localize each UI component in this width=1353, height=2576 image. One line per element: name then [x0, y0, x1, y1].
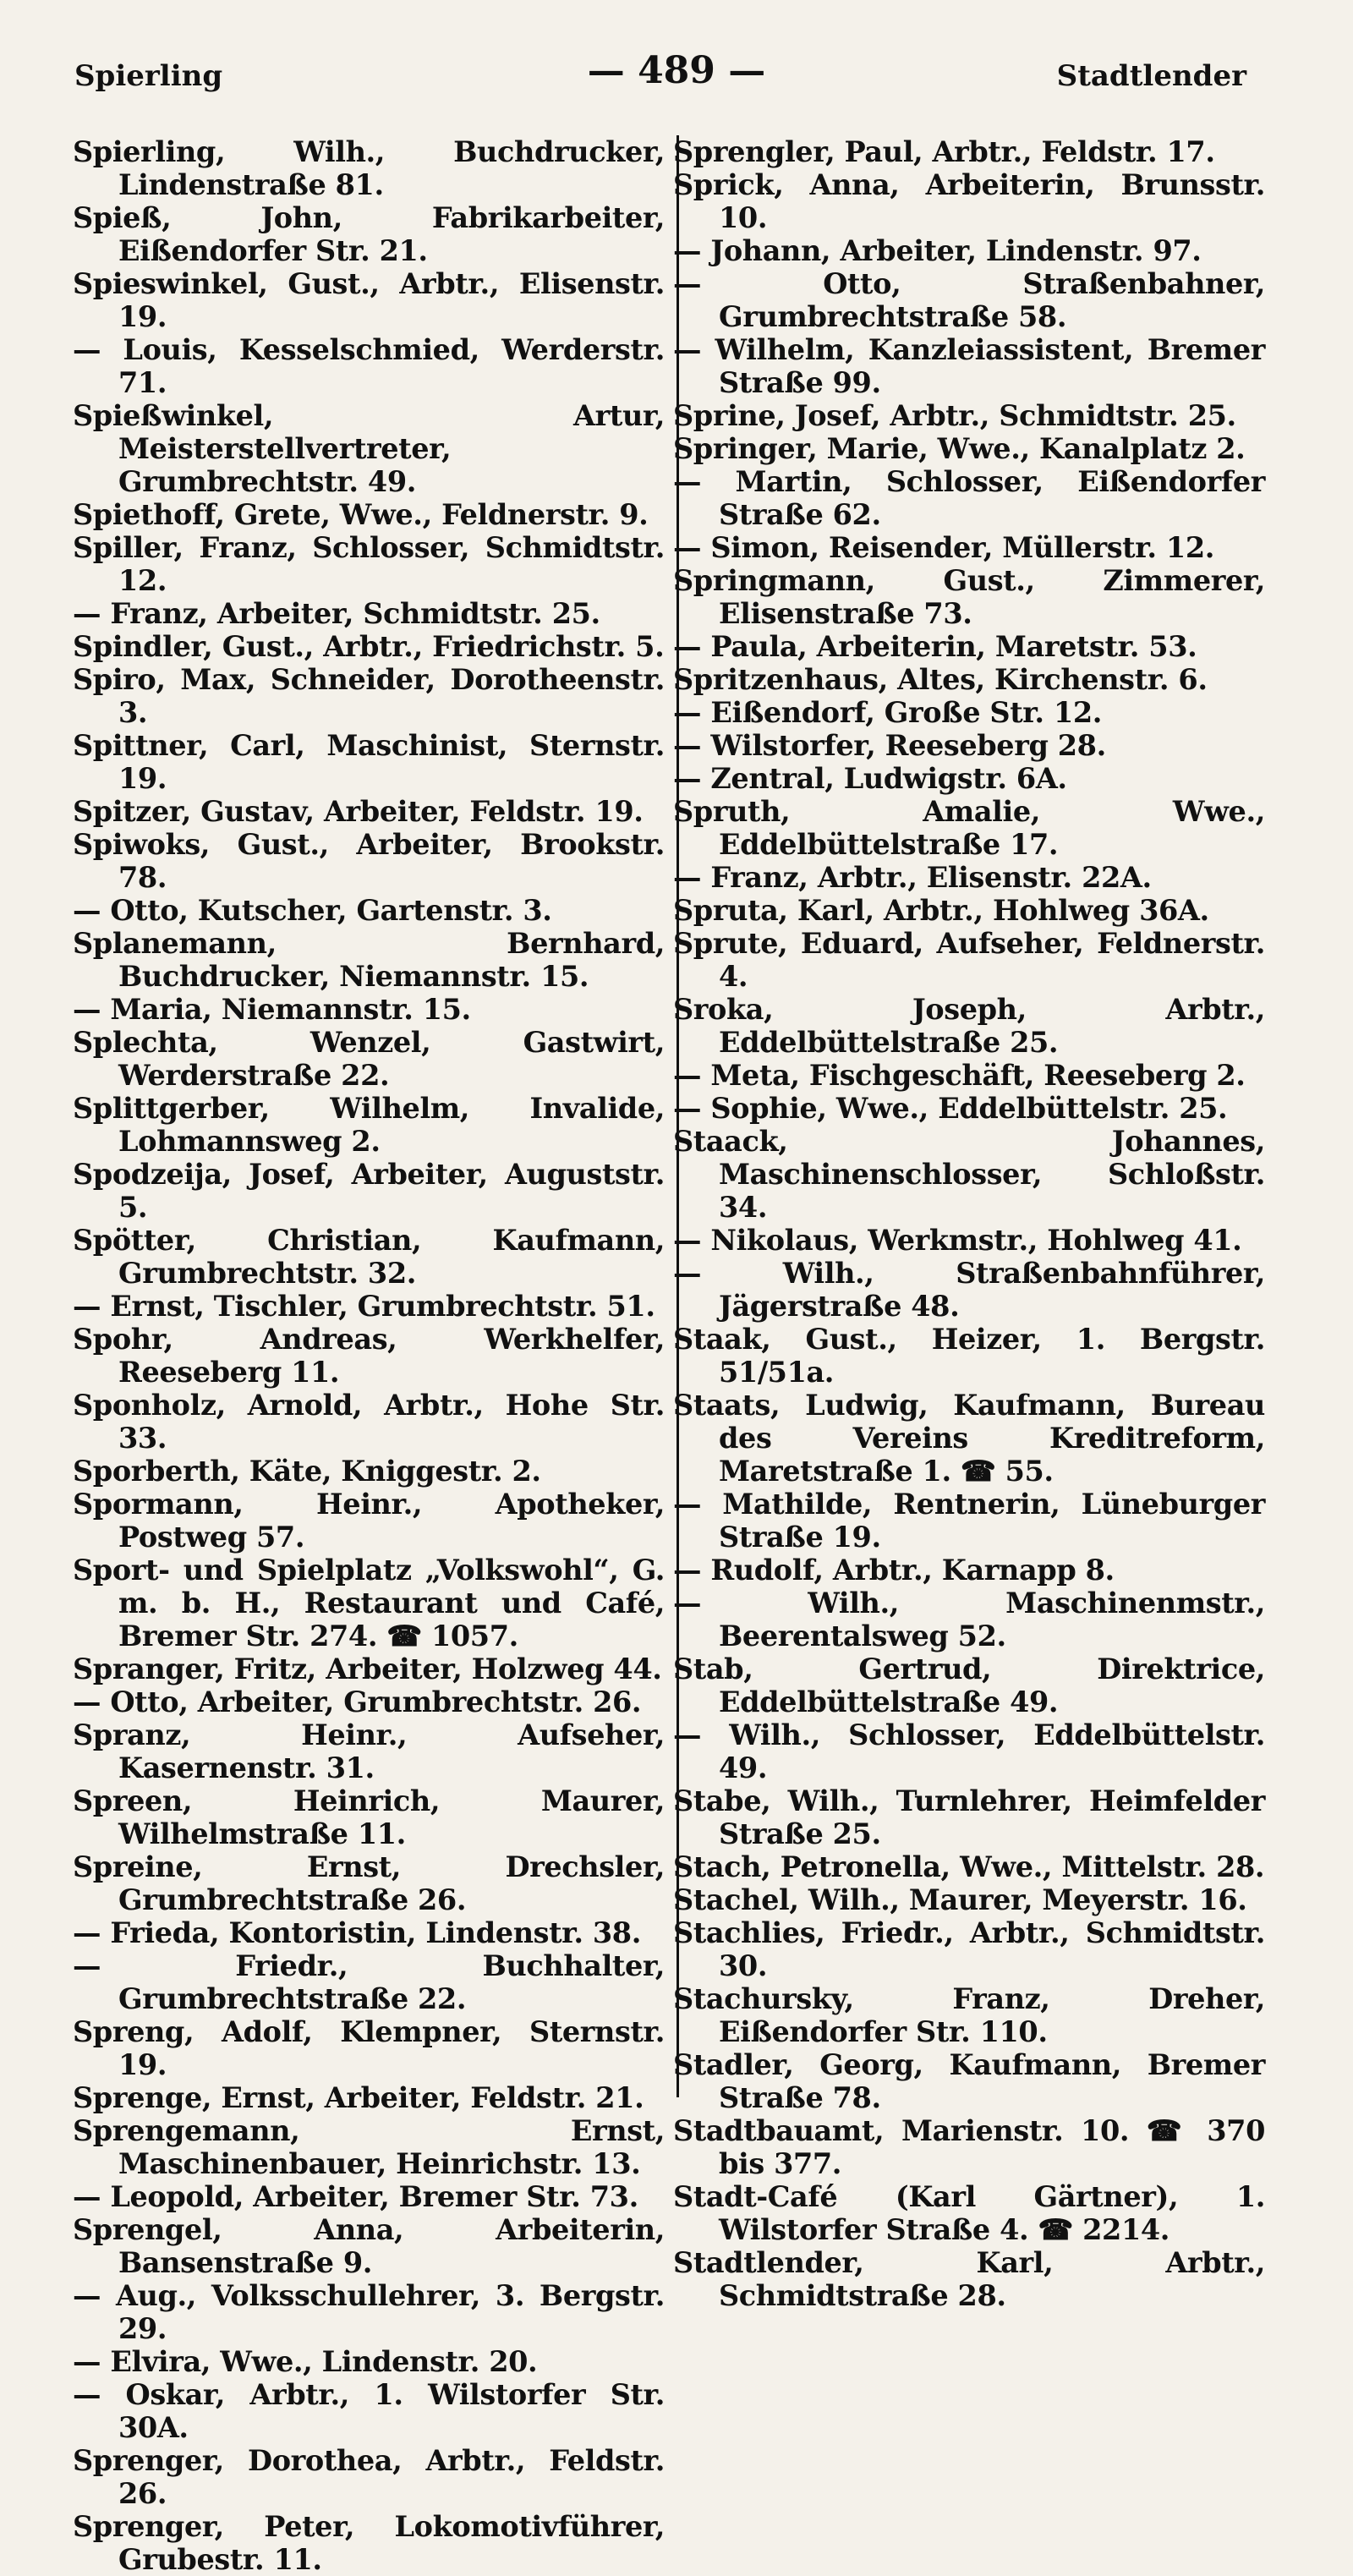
directory-entry: — Meta, Fischgeschäft, Reeseberg 2.	[673, 1059, 1246, 1092]
directory-entry: — Leopold, Arbeiter, Bremer Str. 73.	[73, 2180, 638, 2213]
directory-entry: — Johann, Arbeiter, Lindenstr. 97.	[673, 234, 1202, 267]
directory-entry: — Franz, Arbeiter, Schmidtstr. 25.	[73, 597, 600, 630]
directory-entry: Stachursky, Franz, Dreher, Eißendorfer Str. 110.	[673, 1982, 1265, 2048]
directory-entry: — Friedr., Buchhalter, Grumbrechtstraße 22.	[73, 1949, 665, 2015]
running-head-right: Stadtlender	[1056, 59, 1246, 93]
directory-entry: Sprick, Anna, Arbeiterin, Brunsstr. 10.	[673, 168, 1265, 234]
directory-entry: — Ernst, Tischler, Grumbrechtstr. 51.	[73, 1290, 655, 1323]
directory-entry: Sprenger, Dorothea, Arbtr., Feldstr. 26.	[73, 2444, 665, 2510]
directory-entry: — Mathilde, Rentnerin, Lüneburger Straße 19.	[673, 1488, 1265, 1554]
directory-entry: Spießwinkel, Artur, Meisterstellvertreter, Grumbrechtstr. 49.	[73, 399, 665, 498]
directory-entry: — Wilh., Straßenbahnführer, Jägerstraße 48.	[673, 1257, 1265, 1323]
directory-entry: Stabe, Wilh., Turnlehrer, Heimfelder Straße 25.	[673, 1784, 1265, 1850]
directory-entry: Stadtlender, Karl, Arbtr., Schmidtstraße 28.	[673, 2246, 1265, 2312]
left-column	[73, 135, 665, 2576]
directory-entry: Stab, Gertrud, Direktrice, Eddelbüttelstraße 49.	[673, 1652, 1265, 1718]
directory-entry: Spranz, Heinr., Aufseher, Kasernenstr. 31.	[73, 1718, 665, 1784]
directory-entry: Spitzer, Gustav, Arbeiter, Feldstr. 19.	[73, 795, 644, 828]
directory-entry: Stadler, Georg, Kaufmann, Bremer Straße 78.	[673, 2048, 1265, 2114]
directory-entry: — Nikolaus, Werkmstr., Hohlweg 41.	[673, 1224, 1242, 1257]
directory-entry: Splittgerber, Wilhelm, Invalide, Lohmannsweg 2.	[73, 1092, 665, 1158]
directory-entry: — Wilh., Maschinenmstr., Beerentalsweg 52.	[673, 1587, 1265, 1652]
directory-entry: — Wilh., Schlosser, Eddelbüttelstr. 49.	[673, 1718, 1265, 1784]
directory-entry: — Wilstorfer, Reeseberg 28.	[673, 729, 1106, 762]
directory-entry: Sport- und Spielplatz „Volkswohl“, G. m. b. H., Restaurant und Café, Bremer Str. 274. ☎ 1057.	[73, 1554, 665, 1652]
directory-entry: Sprengel, Anna, Arbeiterin, Bansenstraße 9.	[73, 2213, 665, 2279]
directory-entry: Sprengler, Paul, Arbtr., Feldstr. 17.	[673, 135, 1215, 168]
directory-entry: Sprenger, Peter, Lokomotivführer, Grubestr. 11.	[73, 2510, 665, 2576]
directory-entry: Sprute, Eduard, Aufseher, Feldnerstr. 4.	[673, 927, 1265, 993]
running-head-left: Spierling	[74, 59, 223, 93]
directory-entry: Spieß, John, Fabrikarbeiter, Eißendorfer Str. 21.	[73, 201, 665, 267]
directory-entry: Spiethoff, Grete, Wwe., Feldnerstr. 9.	[73, 498, 649, 531]
directory-entry: — Otto, Kutscher, Gartenstr. 3.	[73, 894, 552, 927]
directory-entry: — Zentral, Ludwigstr. 6A.	[673, 762, 1067, 795]
directory-entry: — Aug., Volksschullehrer, 3. Bergstr. 29.	[73, 2279, 665, 2345]
directory-entry: Spierling, Wilh., Buchdrucker, Lindenstraße 81.	[73, 135, 665, 201]
directory-entry: Springer, Marie, Wwe., Kanalplatz 2.	[673, 432, 1246, 465]
directory-entry: Spindler, Gust., Arbtr., Friedrichstr. 5.	[73, 630, 665, 663]
directory-entry: Sprengemann, Ernst, Maschinenbauer, Heinrichstr. 13.	[73, 2114, 665, 2180]
directory-entry: Staack, Johannes, Maschinenschlosser, Schloßstr. 34.	[673, 1125, 1265, 1224]
directory-entry: Spreen, Heinrich, Maurer, Wilhelmstraße 11.	[73, 1784, 665, 1850]
directory-entry: — Rudolf, Arbtr., Karnapp 8.	[673, 1554, 1115, 1587]
page-number: — 489 —	[587, 49, 766, 92]
directory-entry: Spiro, Max, Schneider, Dorotheenstr. 3.	[73, 663, 665, 729]
directory-entry: — Paula, Arbeiterin, Maretstr. 53.	[673, 630, 1197, 663]
directory-entry: Stachel, Wilh., Maurer, Meyerstr. 16.	[673, 1883, 1247, 1916]
directory-entry: — Martin, Schlosser, Eißendorfer Straße 62.	[673, 465, 1265, 531]
directory-entry: — Louis, Kesselschmied, Werderstr. 71.	[73, 333, 665, 399]
directory-entry: Spohr, Andreas, Werkhelfer, Reeseberg 11.	[73, 1323, 665, 1389]
directory-entry: — Elvira, Wwe., Lindenstr. 20.	[73, 2345, 538, 2378]
directory-entry: — Eißendorf, Große Str. 12.	[673, 696, 1103, 729]
directory-entry: — Oskar, Arbtr., 1. Wilstorfer Str. 30A.	[73, 2378, 665, 2444]
directory-entry: Spruta, Karl, Arbtr., Hohlweg 36A.	[673, 894, 1209, 927]
directory-entry: — Otto, Straßenbahner, Grumbrechtstraße 58.	[673, 267, 1265, 333]
directory-entry: Stadt-Café (Karl Gärtner), 1. Wilstorfer Straße 4. ☎ 2214.	[673, 2180, 1265, 2246]
directory-entry: Stachlies, Friedr., Arbtr., Schmidtstr. 30.	[673, 1916, 1265, 1982]
directory-entry: Sponholz, Arnold, Arbtr., Hohe Str. 33.	[73, 1389, 665, 1455]
directory-entry: Splechta, Wenzel, Gastwirt, Werderstraße 22.	[73, 1026, 665, 1092]
directory-entry: Spittner, Carl, Maschinist, Sternstr. 19.	[73, 729, 665, 795]
directory-entry: — Wilhelm, Kanzleiassistent, Bremer Straße 99.	[673, 333, 1265, 399]
directory-entry: Spiwoks, Gust., Arbeiter, Brookstr. 78.	[73, 828, 665, 894]
directory-entry: Spreine, Ernst, Drechsler, Grumbrechtstraße 26.	[73, 1850, 665, 1916]
directory-entry: Sporberth, Käte, Kniggestr. 2.	[73, 1455, 541, 1488]
directory-entry: Spieswinkel, Gust., Arbtr., Elisenstr. 19.	[73, 267, 665, 333]
directory-entry: Sprine, Josef, Arbtr., Schmidtstr. 25.	[673, 399, 1236, 432]
directory-entry: Sprenge, Ernst, Arbeiter, Feldstr. 21.	[73, 2081, 644, 2114]
directory-entry: Stach, Petronella, Wwe., Mittelstr. 28.	[673, 1850, 1265, 1883]
directory-entry: — Sophie, Wwe., Eddelbüttelstr. 25.	[673, 1092, 1228, 1125]
directory-entry: Spreng, Adolf, Klempner, Sternstr. 19.	[73, 2015, 665, 2081]
directory-entry: Springmann, Gust., Zimmerer, Elisenstraße 73.	[673, 564, 1265, 630]
directory-entry: Spranger, Fritz, Arbeiter, Holzweg 44.	[73, 1652, 662, 1685]
directory-entry: Staak, Gust., Heizer, 1. Bergstr. 51/51a.	[673, 1323, 1265, 1389]
directory-entry: Spormann, Heinr., Apotheker, Postweg 57.	[73, 1488, 665, 1554]
directory-entry: Spötter, Christian, Kaufmann, Grumbrechtstr. 32.	[73, 1224, 665, 1290]
directory-entry: Spiller, Franz, Schlosser, Schmidtstr. 12.	[73, 531, 665, 597]
directory-entry: — Franz, Arbtr., Elisenstr. 22A.	[673, 861, 1152, 894]
directory-entry: Splanemann, Bernhard, Buchdrucker, Niemannstr. 15.	[73, 927, 665, 993]
directory-entry: Stadtbauamt, Marienstr. 10. ☎ 370 bis 377.	[673, 2114, 1265, 2180]
directory-entry: Spruth, Amalie, Wwe., Eddelbüttelstraße 17.	[673, 795, 1265, 861]
directory-entry: — Maria, Niemannstr. 15.	[73, 993, 471, 1026]
directory-entry: Spritzenhaus, Altes, Kirchenstr. 6.	[673, 663, 1208, 696]
directory-entry: Spodzeija, Josef, Arbeiter, Auguststr. 5.	[73, 1158, 665, 1224]
directory-entry: Sroka, Joseph, Arbtr., Eddelbüttelstraße 25.	[673, 993, 1265, 1059]
directory-entry: — Otto, Arbeiter, Grumbrechtstr. 26.	[73, 1685, 642, 1718]
right-column	[673, 135, 1265, 2312]
directory-entry: Staats, Ludwig, Kaufmann, Bureau des Vereins Kreditreform, Maretstraße 1. ☎ 55.	[673, 1389, 1265, 1488]
directory-entry: — Frieda, Kontoristin, Lindenstr. 38.	[73, 1916, 641, 1949]
directory-entry: — Simon, Reisender, Müllerstr. 12.	[673, 531, 1215, 564]
